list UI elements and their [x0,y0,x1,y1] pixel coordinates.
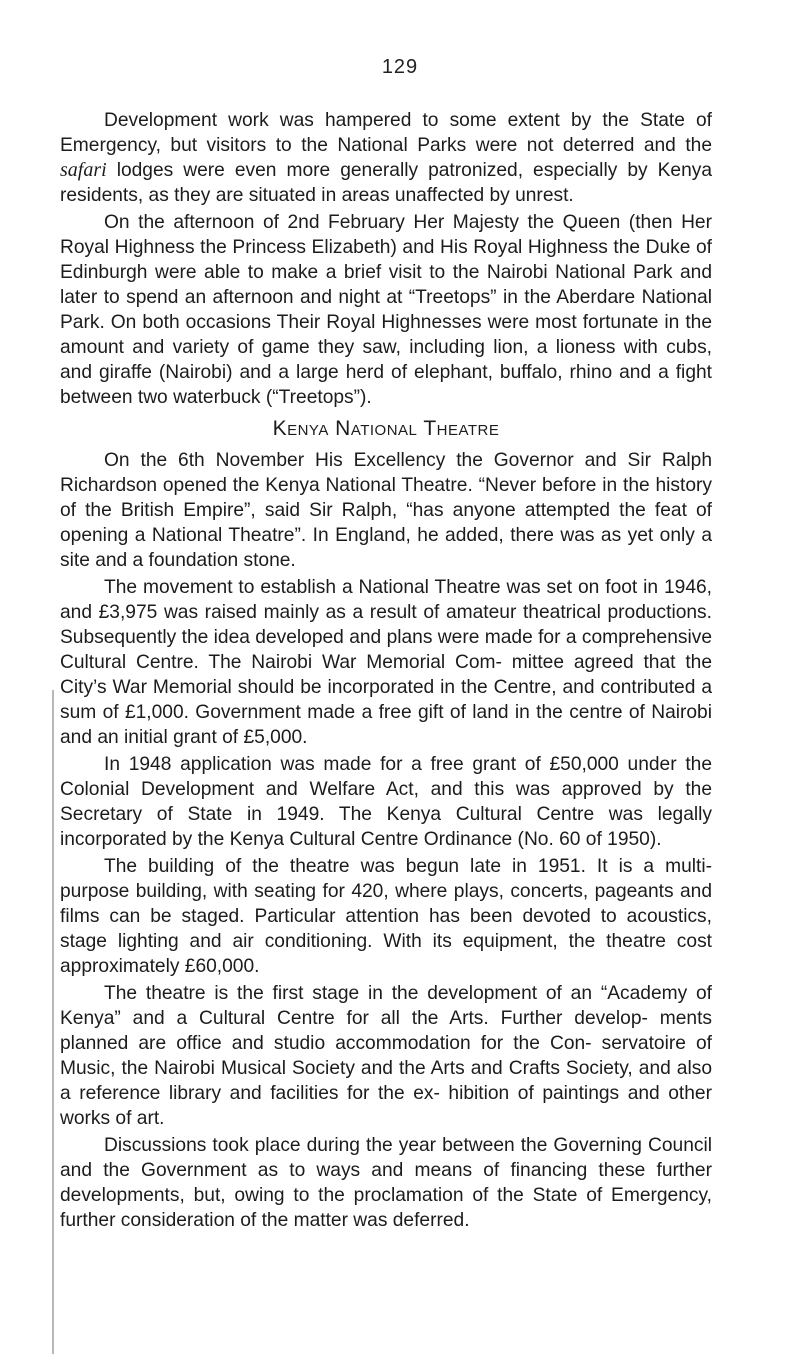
paragraph-text: lodges were even more generally patronized, especially by Kenya residents, as they are situated in areas unaffected by unrest. [60,160,712,206]
paragraph-academy-of-kenya: The theatre is the first stage in the development of an “Academy of Kenya” and a Cultural Centre for all the Arts. Further develop- ments planned are office and studio accommodation for the Con- servatoire of Music, the Nairobi Musical Society and the Arts and Crafts Society, and also a reference library and facilities for the ex- hibition of paintings and other works of art. [60,983,712,1129]
paragraph-national-parks [60,108,712,208]
binding-edge [52,690,54,1354]
page-body [60,108,712,1233]
paragraph-theatre-opening: On the 6th November His Excellency the Governor and Sir Ralph Richardson opened the Kenya National Theatre. “Never before in the history of the British Empire”, said Sir Ralph, “has anyone attempted the feat of opening a National Theatre”. In England, he added, there was as yet only a site and a foundation stone. [60,450,712,571]
paragraph-discussions: Discussions took place during the year between the Governing Council and the Government as to ways and means of financing these further developments, but, owing to the proclamation of the State of Emergency, further consideration of the matter was deferred. [60,1135,712,1231]
paragraph-grant-application: In 1948 application was made for a free grant of £50,000 under the Colonial Development and Welfare Act, and this was approved by the Secretary of State in 1949. The Kenya Cultural Centre was legally incorporated by the Kenya Cultural Centre Ordinance (No. 60 of 1950). [60,754,712,850]
italic-term: safari [60,159,107,181]
paragraph-text: Development work was hampered to some extent by the State of Emergency, but visitors to the National Parks were not deterred and the [60,110,712,156]
section-heading: Kenya National Theatre [272,417,500,440]
page-number: 129 [381,56,419,78]
paragraph-theatre-movement: The movement to establish a National Theatre was set on foot in 1946, and £3,975 was raised mainly as a result of amateur theatrical productions. Subsequently the idea developed and plans were made for a comprehensive Cultural Centre. The Nairobi War Memorial Com- mittee agreed that the City’s War Memorial should be incorporated in the Centre, and contributed a sum of £1,000. Government made a free gift of land in the centre of Nairobi and an initial grant of £5,000. [60,577,712,748]
paragraph-royal-visit: On the afternoon of 2nd February Her Majesty the Queen (then Her Royal Highness the Princess Elizabeth) and His Royal Highness the Duke of Edinburgh were able to make a brief visit to the Nairobi National Park and later to spend an afternoon and night at “Treetops” in the Aberdare National Park. On both occasions Their Royal Highnesses were most fortunate in the amount and variety of game they saw, including lion, a lioness with cubs, and giraffe (Nairobi) and a large herd of elephant, buffalo, rhino and a fight between two waterbuck (“Treetops”). [60,212,712,408]
paragraph-theatre-building: The building of the theatre was begun late in 1951. It is a multi- purpose building, with seating for 420, where plays, concerts, pageants and films can be staged. Particular attention has been devoted to acoustics, stage lighting and air conditioning. With its equipment, the theatre cost approximately £60,000. [60,856,712,977]
